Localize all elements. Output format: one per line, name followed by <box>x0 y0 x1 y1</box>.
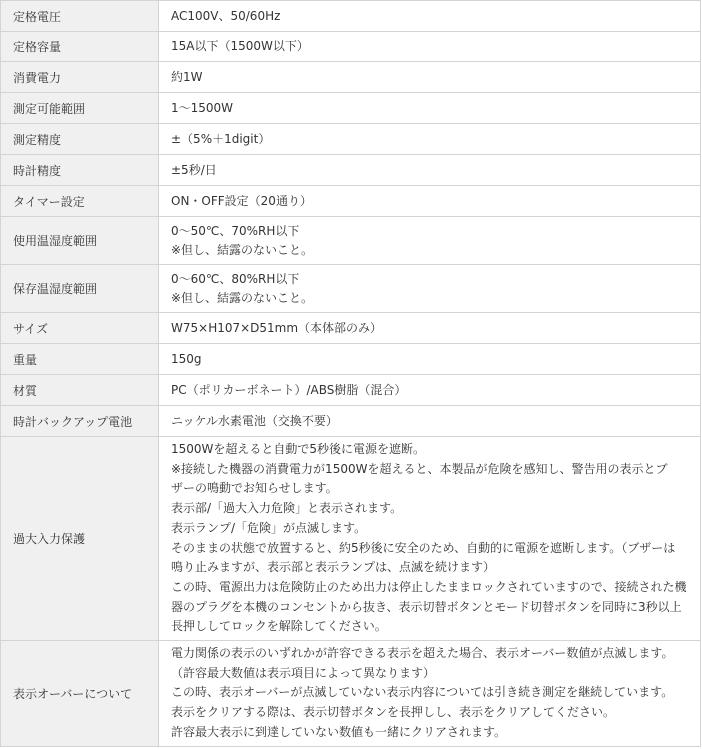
spec-value-line: AC100V、50/60Hz <box>171 8 281 23</box>
spec-value-line: この時、表示オーバーが点滅していない表示内容については引き続き測定を継続しています。 <box>171 685 674 700</box>
spec-label: 定格容量 <box>1 32 159 62</box>
spec-row-operating-temperature-humidity <box>1 217 701 265</box>
spec-label: タイマー設定 <box>1 186 159 217</box>
spec-value-line: （許容最大数値は表示項目によって異なります） <box>171 665 436 680</box>
spec-label: サイズ <box>1 313 159 344</box>
spec-label: 定格電圧 <box>1 1 159 32</box>
spec-value-line: 表示部/「過大入力危険」と表示されます。 <box>171 501 403 516</box>
spec-value-line: PC（ポリカーボネート）/ABS樹脂（混合） <box>171 382 407 397</box>
spec-value-line: 表示ランプ/「危険」が点滅します。 <box>171 520 367 535</box>
spec-row-rated-capacity <box>1 32 701 62</box>
spec-row-rated-voltage <box>1 1 701 32</box>
spec-value <box>159 641 701 747</box>
spec-label: 重量 <box>1 344 159 375</box>
spec-label: 消費電力 <box>1 62 159 93</box>
spec-row-clock-accuracy <box>1 155 701 186</box>
spec-value-line: 電力関係の表示のいずれかが許容できる表示を超えた場合、表示オーバー数値が点滅します。 <box>171 646 674 661</box>
spec-value-line: 約1W <box>171 69 203 84</box>
spec-label: 表示オーバーについて <box>1 641 159 747</box>
spec-row-timer-setting <box>1 186 701 217</box>
spec-value <box>159 62 701 93</box>
spec-value-line: この時、電源出力は危険防止のため出力は停止したままロックされていますので、接続された機 <box>171 579 687 594</box>
spec-label: 時計バックアップ電池 <box>1 406 159 437</box>
spec-row-measurement-range <box>1 93 701 124</box>
spec-label: 使用温湿度範囲 <box>1 217 159 265</box>
spec-label: 過大入力保護 <box>1 437 159 641</box>
spec-value-line: ±5秒/日 <box>171 162 217 177</box>
spec-value <box>159 217 701 265</box>
spec-value <box>159 265 701 313</box>
spec-value-line: 表示をクリアする際は、表示切替ボタンを長押しし、表示をクリアしてください。 <box>171 705 616 720</box>
spec-label: 保存温湿度範囲 <box>1 265 159 313</box>
spec-value-line: ±（5%＋1digit） <box>171 131 271 146</box>
spec-value <box>159 186 701 217</box>
spec-value-line: 0～60℃、80%RH以下 <box>171 272 300 286</box>
spec-label: 測定精度 <box>1 124 159 155</box>
spec-value-line: 1500Wを超えると自動で5秒後に電源を遮断。 <box>171 442 426 456</box>
spec-value <box>159 32 701 62</box>
spec-value <box>159 375 701 406</box>
spec-label: 時計精度 <box>1 155 159 186</box>
spec-value <box>159 437 701 641</box>
spec-label: 測定可能範囲 <box>1 93 159 124</box>
spec-value <box>159 124 701 155</box>
spec-value-line: ※但し、結露のないこと。 <box>171 243 314 257</box>
spec-row-measurement-accuracy <box>1 124 701 155</box>
spec-value-line: 15A以下（1500W以下） <box>171 39 309 53</box>
spec-value-line: ※但し、結露のないこと。 <box>171 291 314 305</box>
spec-value-line: 1～1500W <box>171 100 234 115</box>
spec-row-storage-temperature-humidity <box>1 265 701 313</box>
spec-value <box>159 313 701 344</box>
spec-row-overload-protection <box>1 437 701 641</box>
spec-value-line: ザーの鳴動でお知らせします。 <box>171 481 338 496</box>
spec-value-line: 長押ししてロックを解除してください。 <box>171 619 387 634</box>
spec-row-material <box>1 375 701 406</box>
spec-value-line: 150g <box>171 351 202 366</box>
spec-value-line: 0～50℃、70%RH以下 <box>171 224 300 238</box>
spec-value-line: ※接続した機器の消費電力が1500Wを超えると、本製品が危険を感知し、警告用の表示とブ <box>171 461 668 476</box>
spec-value <box>159 93 701 124</box>
spec-value-line: そのままの状態で放置すると、約5秒後に安全のため、自動的に電源を遮断します。（ブザーは <box>171 540 676 555</box>
spec-value-line: ON・OFF設定（20通り） <box>171 193 312 208</box>
spec-row-power-consumption <box>1 62 701 93</box>
spec-label: 材質 <box>1 375 159 406</box>
spec-row-clock-backup-battery <box>1 406 701 437</box>
spec-value-line: 許容最大表示に到達していない数値も一緒にクリアされます。 <box>171 724 507 739</box>
spec-value <box>159 155 701 186</box>
spec-value <box>159 406 701 437</box>
spec-row-display-over <box>1 641 701 747</box>
spec-row-size <box>1 313 701 344</box>
spec-value-line: 器のプラグを本機のコンセントから抜き、表示切替ボタンとモード切替ボタンを同時に3秒以上 <box>171 599 682 614</box>
spec-value <box>159 344 701 375</box>
spec-row-weight <box>1 344 701 375</box>
spec-value-line: 鳴り止みますが、表示部と表示ランプは、点滅を続けます） <box>171 560 496 575</box>
spec-value <box>159 1 701 32</box>
spec-value-line: ニッケル水素電池（交換不要） <box>171 413 338 428</box>
spec-value-line: W75×H107×D51mm（本体部のみ） <box>171 320 383 335</box>
